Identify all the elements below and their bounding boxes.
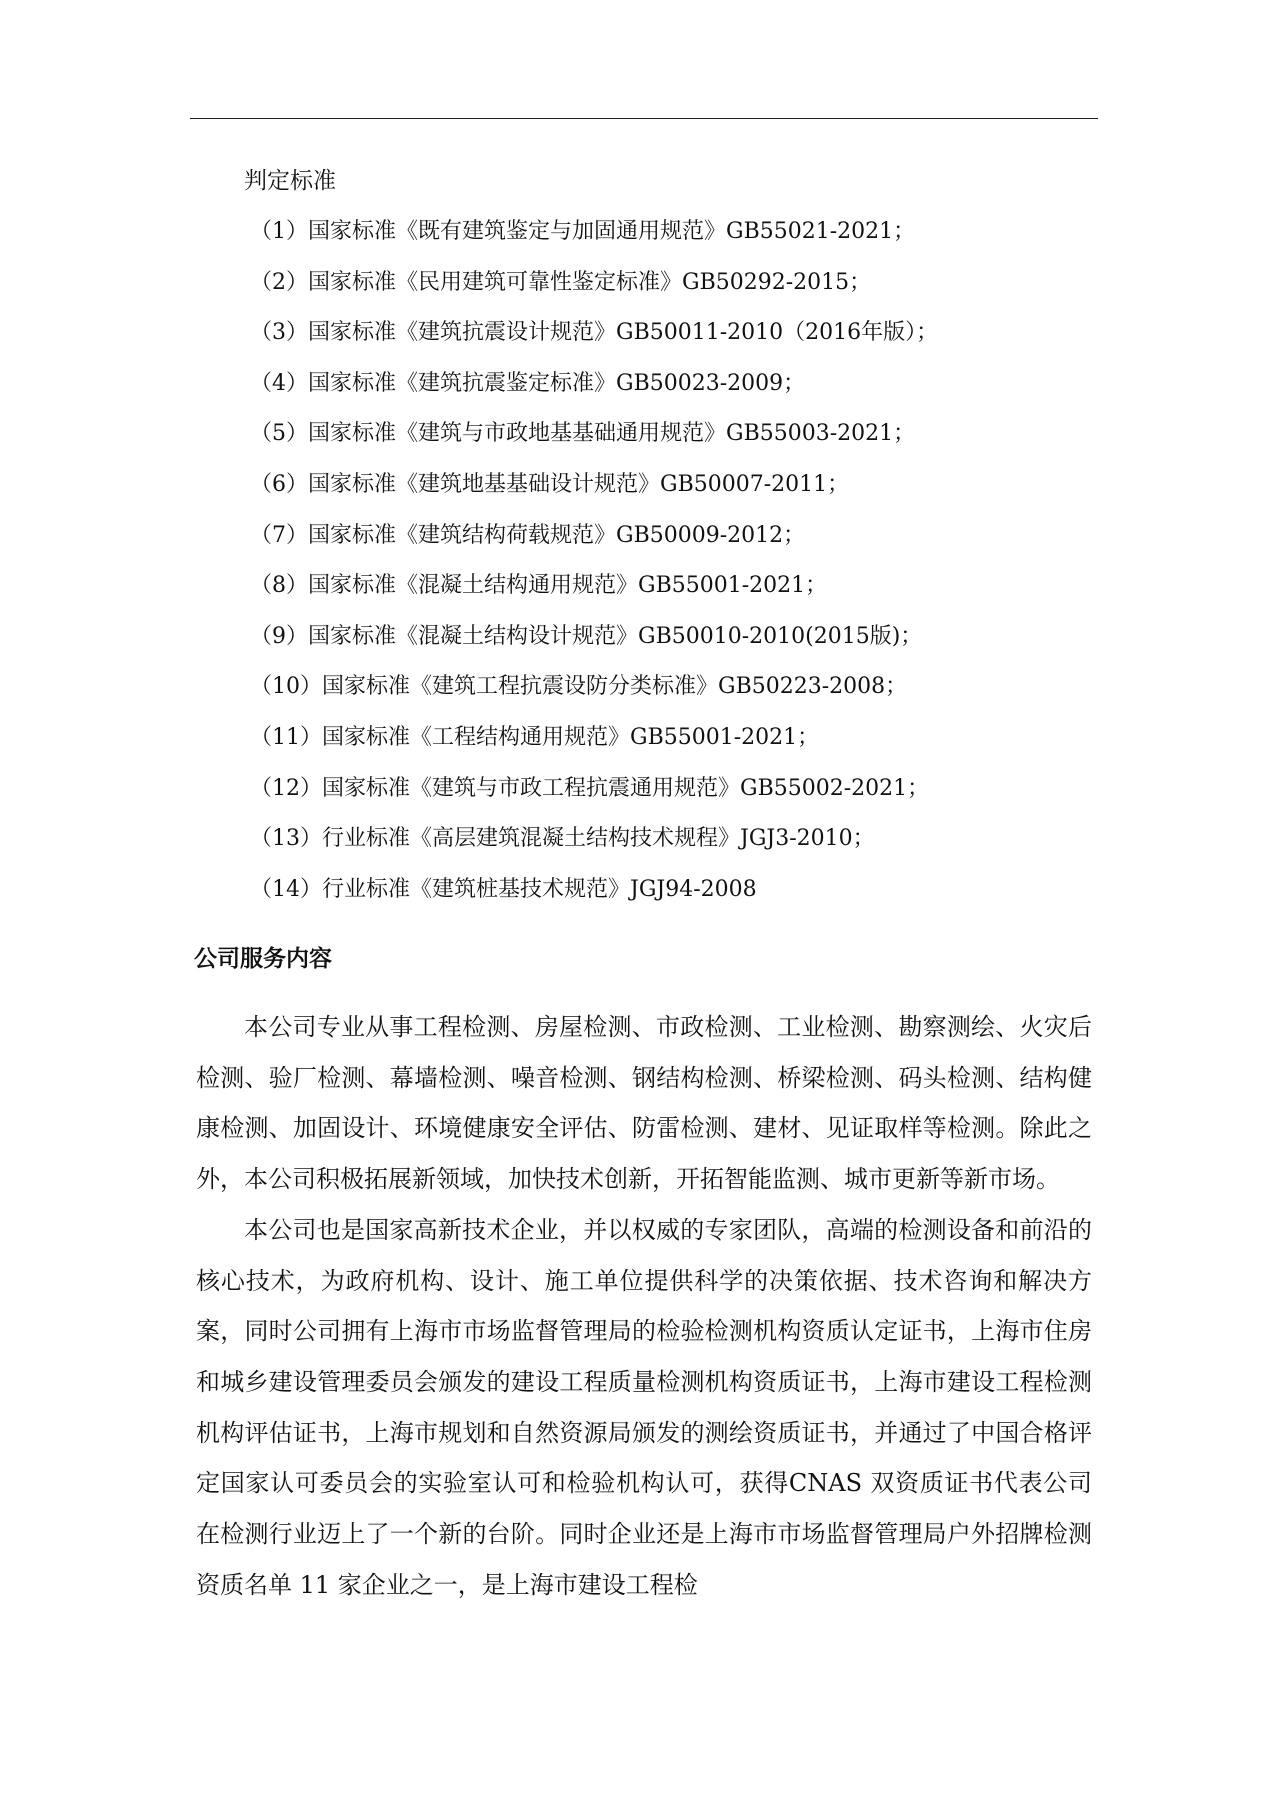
services-body (196, 1002, 1092, 1610)
standard-item: （8）国家标准《混凝土结构通用规范》GB55001-2021； (250, 573, 828, 599)
standard-item: （3）国家标准《建筑抗震设计规范》GB50011-2010（2016年版）； (250, 320, 939, 346)
standard-item: （7）国家标准《建筑结构荷载规范》GB50009-2012； (250, 522, 806, 548)
standard-item: （10）国家标准《建筑工程抗震设防分类标准》GB50223-2008； (250, 674, 908, 700)
services-paragraph: 本公司也是国家高新技术企业，并以权威的专家团队，高端的检测设备和前沿的核心技术，为政府机构、设计、施工单位提供科学的决策依据、技术咨询和解决方案，同时公司拥有上海市市场监督管理局的检验检测机构资质认定证书，上海市住房和城乡建设管理委员会颁发的建设工程质量检测机构资质证书，上海市建设工程检测机构评估证书，上海市规划和自然资源局颁发的测绘资质证书，并通过了中国合格评定国家认可委员会的实验室认可和检验机构认可，获得CNAS 双资质证书代表公司在检测行业迈上了一个新的台阶。同时企业还是上海市市场监督管理局户外招牌检测资质名单 11 家企业之一，是上海市建设工程检 (196, 1215, 1092, 1599)
standard-item: （6）国家标准《建筑地基基础设计规范》GB50007-2011； (250, 471, 850, 497)
standard-item: （11）国家标准《工程结构通用规范》GB55001-2021； (250, 724, 820, 750)
services-paragraph: 本公司专业从事工程检测、房屋检测、市政检测、工业检测、勘察测绘、火灾后检测、验厂检测、幕墙检测、噪音检测、钢结构检测、桥梁检测、码头检测、结构健康检测、加固设计、环境健康安全评估、防雷检测、建材、见证取样等检测。除此之外，本公司积极拓展新领域，加快技术创新，开拓智能监测、城市更新等新市场。 (196, 1013, 1092, 1194)
standard-item: （1）国家标准《既有建筑鉴定与加固通用规范》GB55021-2021； (250, 219, 916, 244)
standards-list (250, 212, 938, 920)
standard-item: （5）国家标准《建筑与市政地基基础通用规范》GB55003-2021； (250, 421, 916, 447)
standard-item: （14）行业标准《建筑桩基技术规范》JGJ94-2008 (250, 876, 757, 902)
criteria-heading: 判定标准 (244, 168, 336, 194)
services-heading: 公司服务内容 (194, 945, 332, 972)
header-rule (190, 118, 1098, 119)
standard-item: （12）国家标准《建筑与市政工程抗震通用规范》GB55002-2021； (250, 775, 930, 801)
standard-item: （2）国家标准《民用建筑可靠性鉴定标准》GB50292-2015； (250, 269, 872, 295)
standard-item: （4）国家标准《建筑抗震鉴定标准》GB50023-2009； (250, 370, 806, 396)
standard-item: （13）行业标准《高层建筑混凝土结构技术规程》JGJ3-2010； (250, 826, 875, 852)
standard-item: （9）国家标准《混凝土结构设计规范》GB50010-2010(2015版)； (250, 623, 923, 649)
